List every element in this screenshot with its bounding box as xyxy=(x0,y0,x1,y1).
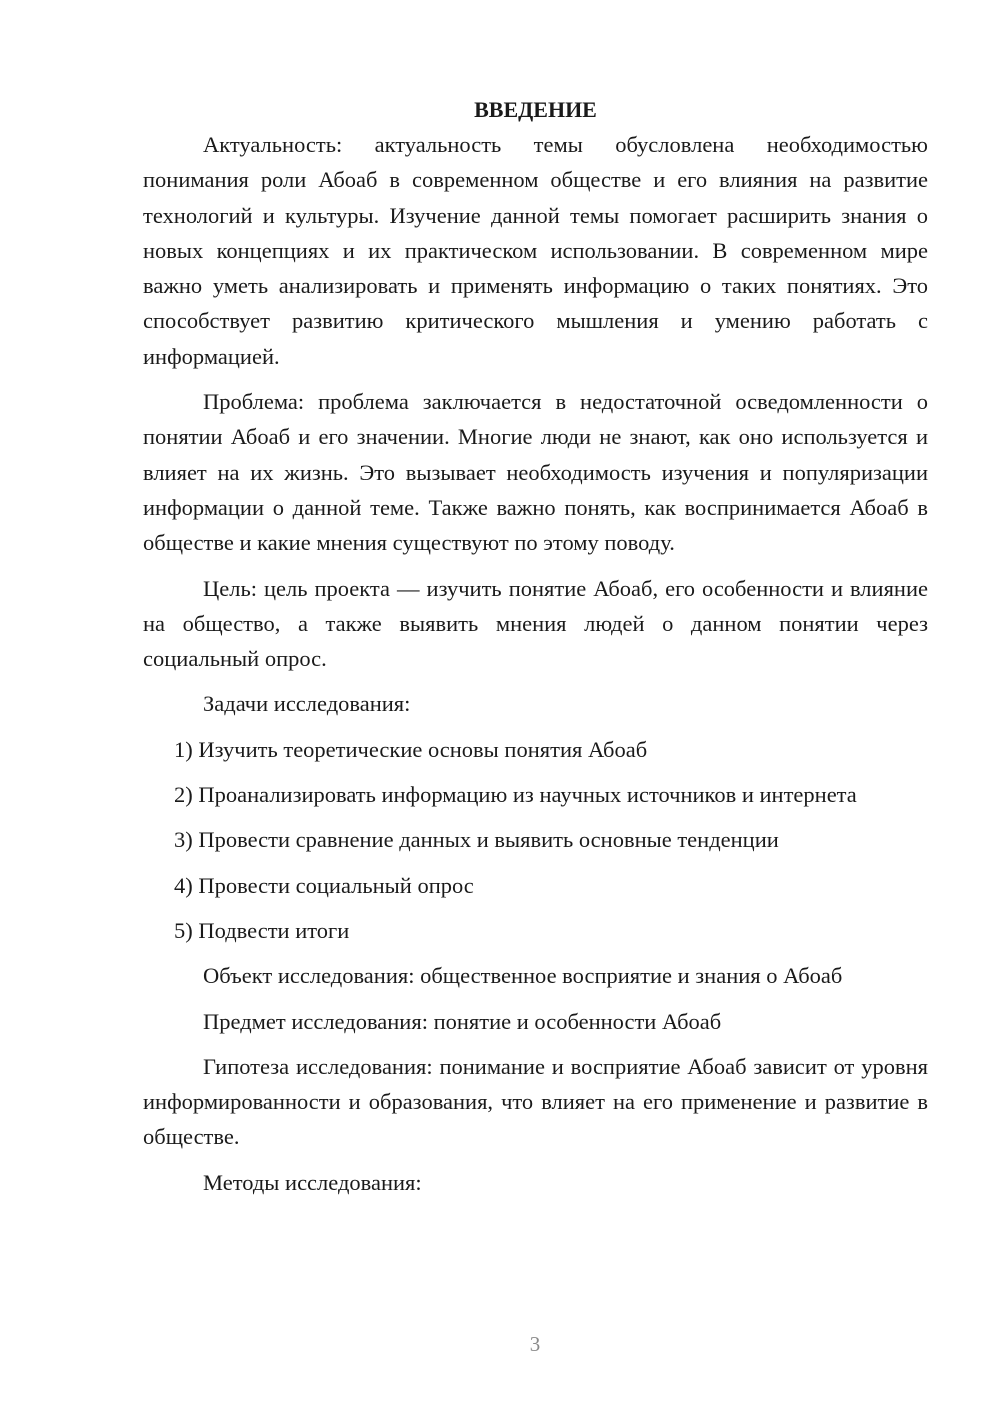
task-item-4: 4) Провести социальный опрос xyxy=(174,872,474,898)
section-title: ВВЕДЕНИЕ xyxy=(474,97,597,122)
hypothesis-paragraph: Гипотеза исследования: понимание и восприятие Абоаб зависит от уровня информированности и образования, что влияет на его применение и развитие в обществе. xyxy=(143,1053,928,1150)
task-item-1: 1) Изучить теоретические основы понятия Абоаб xyxy=(174,736,648,762)
task-item-3: 3) Провести сравнение данных и выявить основные тенденции xyxy=(174,827,779,853)
page-number: 3 xyxy=(529,1332,541,1356)
object-paragraph: Объект исследования: общественное восприятие и знания о Абоаб xyxy=(203,963,843,989)
methods-heading: Методы исследования: xyxy=(203,1169,422,1195)
problem-paragraph: Проблема: проблема заключается в недостаточной осведомленности о понятии Абоаб и его значении. Многие люди не знают, как оно используется и влияет на их жизнь. Это вызывает необходимость изучения и популяризации информации о данной теме. Также важно понять, как воспринимается Абоаб в обществе и какие мнения существуют по этому поводу. xyxy=(143,389,928,556)
goal-paragraph: Цель: цель проекта — изучить понятие Абоаб, его особенности и влияние на общество, а также выявить мнения людей о данном понятии через социальный опрос. xyxy=(143,575,928,672)
subject-paragraph: Предмет исследования: понятие и особенности Абоаб xyxy=(203,1008,722,1034)
document-page xyxy=(143,92,928,1200)
relevance-paragraph: Актуальность: актуальность темы обусловлена необходимостью понимания роли Абоаб в современном обществе и его влияния на развитие технологий и культуры. Изучение данной темы помогает расширить знания о новых концепциях и их практическом использовании. В современном мире важно уметь анализировать и применять информацию о таких понятиях. Это способствует развитию критического мышления и умению работать с информацией. xyxy=(143,132,928,369)
task-item-2: 2) Проанализировать информацию из научных источников и интернета xyxy=(174,782,857,808)
task-item-5: 5) Подвести итоги xyxy=(174,917,350,943)
tasks-heading: Задачи исследования: xyxy=(203,691,411,717)
